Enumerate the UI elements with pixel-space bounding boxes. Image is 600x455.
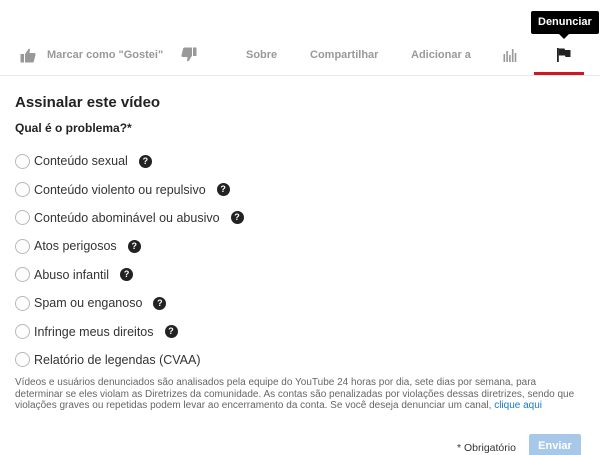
report-channel-link[interactable]: clique aqui xyxy=(494,400,542,411)
reason-option-rights[interactable] xyxy=(15,317,244,345)
reason-option-child-abuse[interactable] xyxy=(15,261,244,289)
dislike-button[interactable] xyxy=(181,44,197,66)
reason-label: Conteúdo sexual xyxy=(34,154,128,169)
reason-label: Spam ou enganoso xyxy=(34,296,143,311)
radio-button[interactable] xyxy=(15,324,30,339)
help-icon[interactable]: ? xyxy=(153,297,166,310)
review-notice xyxy=(15,377,585,412)
tab-share[interactable]: Compartilhar xyxy=(310,49,379,61)
reason-option-spam[interactable] xyxy=(15,289,244,317)
reason-label: Atos perigosos xyxy=(34,239,117,254)
radio-button[interactable] xyxy=(15,239,30,254)
radio-button[interactable] xyxy=(15,210,30,225)
reason-label: Abuso infantil xyxy=(34,267,110,282)
tab-about[interactable]: Sobre xyxy=(246,49,278,61)
report-button[interactable] xyxy=(556,44,572,66)
help-icon[interactable]: ? xyxy=(217,183,230,196)
reason-label: Conteúdo violento ou repulsivo xyxy=(34,182,206,197)
required-note: * Obrigatório xyxy=(457,442,516,454)
form-title: Assinalar este vídeo xyxy=(15,94,161,111)
reason-label: Conteúdo abominável ou abusivo xyxy=(34,210,220,225)
help-icon[interactable]: ? xyxy=(128,240,141,253)
submit-button[interactable]: Enviar xyxy=(529,434,581,455)
radio-button[interactable] xyxy=(15,352,30,367)
flag-icon xyxy=(556,47,572,63)
like-button[interactable] xyxy=(20,44,163,66)
notice-text: Vídeos e usuários denunciados são analisados pela equipe do YouTube 24 horas por dia, sete dias por semana, para determinar se eles violam as Diretrizes da comunidade. As contas são penalizadas por violações dessas diretrizes, sendo que violações graves ou repetidas podem levar ao encerramento da conta. Se você deseja denunciar um canal, xyxy=(15,377,575,411)
video-action-bar xyxy=(0,0,600,76)
reason-option-captions[interactable] xyxy=(15,346,244,374)
help-icon[interactable]: ? xyxy=(139,155,152,168)
report-tooltip: Denunciar xyxy=(531,11,599,34)
reason-option-violent[interactable] xyxy=(15,175,244,203)
help-icon[interactable]: ? xyxy=(231,211,244,224)
radio-button[interactable] xyxy=(15,182,30,197)
radio-button[interactable] xyxy=(15,267,30,282)
tab-add-to[interactable]: Adicionar a xyxy=(411,49,471,61)
stats-button[interactable] xyxy=(503,44,517,66)
stats-bars-icon xyxy=(503,48,517,62)
reason-label: Infringe meus direitos xyxy=(34,324,154,339)
reason-label: Relatório de legendas (CVAA) xyxy=(34,352,201,367)
form-question: Qual é o problema?* xyxy=(15,121,132,135)
help-icon[interactable]: ? xyxy=(120,268,133,281)
like-label: Marcar como "Gostei" xyxy=(47,49,164,61)
thumbs-up-icon xyxy=(20,47,36,63)
reason-option-sexual[interactable] xyxy=(15,147,244,175)
active-tab-indicator xyxy=(534,72,584,75)
radio-button[interactable] xyxy=(15,154,30,169)
thumbs-down-icon xyxy=(181,47,197,63)
report-reason-list xyxy=(15,147,244,374)
reason-option-hateful[interactable] xyxy=(15,204,244,232)
radio-button[interactable] xyxy=(15,296,30,311)
help-icon[interactable]: ? xyxy=(165,325,178,338)
reason-option-dangerous[interactable] xyxy=(15,232,244,260)
